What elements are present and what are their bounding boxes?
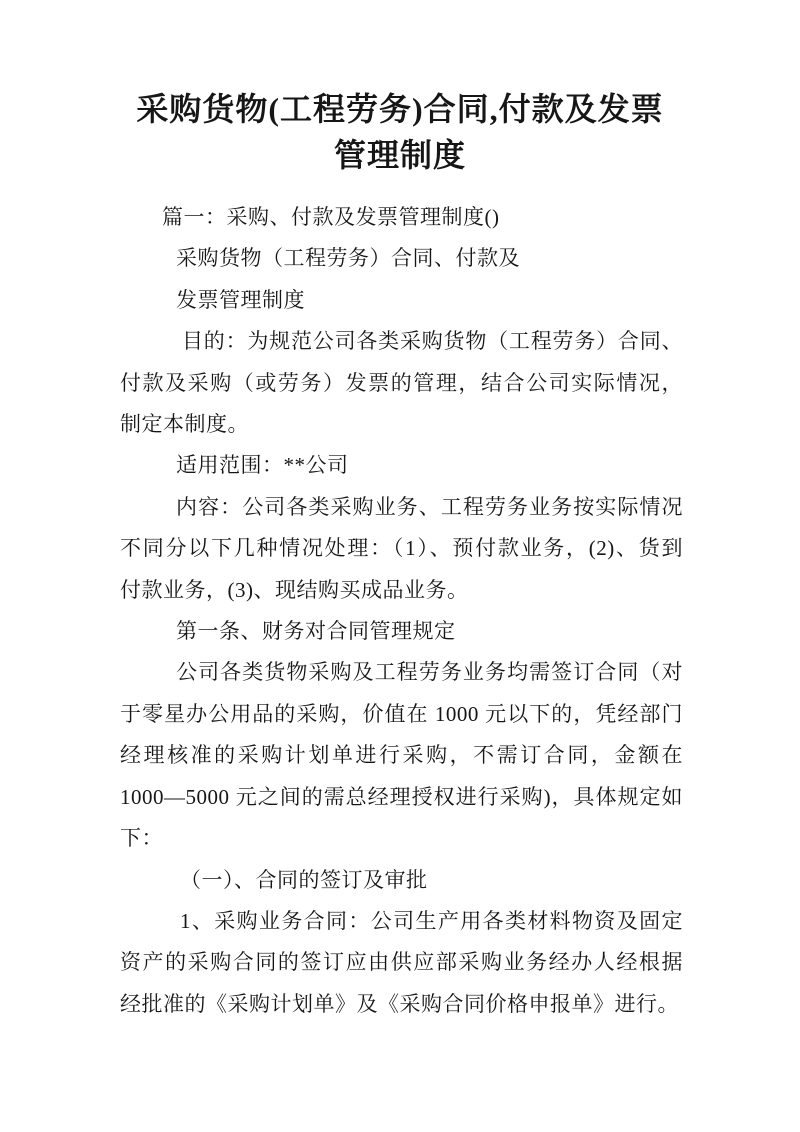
text-line: 制定本制度。 (120, 412, 249, 437)
text-line: 经理核准的采购计划单进行采购，不需订合同，金额在 (120, 743, 683, 768)
text-line: 内容：公司各类采购业务、工程劳务业务按实际情况 (176, 494, 683, 519)
text-line: 1、采购业务合同：公司生产用各类材料物资及固定 (180, 908, 683, 933)
text-line: （一）、合同的签订及审批 (180, 867, 428, 892)
text-line: 1000—5000 元之间的需总经理授权进行采购)，具体规定如 (120, 784, 683, 809)
text-line: 公司各类货物采购及工程劳务业务均需签订合同（对 (176, 660, 683, 685)
text-line: 经批准的《采购计划单》及《采购合同价格申报单》进行。 (120, 991, 679, 1016)
text-line: 付款业务，(3)、现结购买成品业务。 (120, 577, 469, 602)
text-line: 不同分以下几种情况处理：（1）、预付款业务，(2)、货到 (120, 536, 683, 561)
text-line: 适用范围：**公司 (176, 453, 349, 478)
text-line: 发票管理制度 (176, 287, 305, 312)
text-line: 付款及采购（或劳务）发票的管理，结合公司实际情况， (120, 370, 683, 395)
document-title-line1: 采购货物(工程劳务)合同,付款及发票 (136, 91, 664, 127)
text-line: 第一条、财务对合同管理规定 (176, 619, 456, 644)
text-line: 目的：为规范公司各类采购货物（工程劳务）合同、 (182, 329, 683, 354)
text-line: 采购货物（工程劳务）合同、付款及 (176, 246, 520, 271)
document-title-line2: 管理制度 (333, 137, 466, 173)
text-line: 篇一：采购、付款及发票管理制度() (162, 205, 500, 229)
document-title (40, 86, 760, 178)
document-body (120, 197, 683, 1025)
text-line: 于零星办公用品的采购，价值在 1000 元以下的，凭经部门 (120, 701, 683, 726)
text-line: 资产的采购合同的签订应由供应部采购业务经办人经根据 (120, 950, 683, 975)
text-line: 下： (120, 826, 163, 851)
